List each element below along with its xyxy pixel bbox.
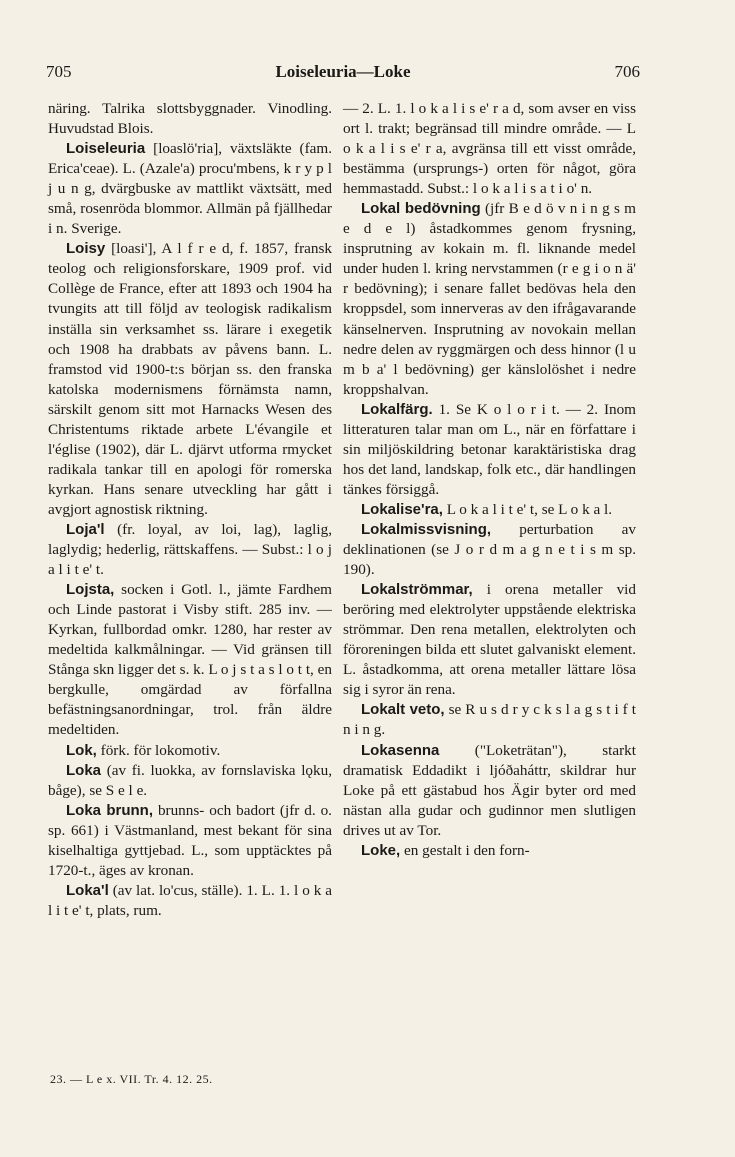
- entry: [48, 761, 332, 801]
- entry-text: 1. Se K o l o r i t. — 2. Inom litteraturen talar man om L., när en författare i sin miljöskildring betonar karaktäristiska drag hos det land, landskap, folk etc., där handlingen tänkes försiggå.: [343, 400, 636, 498]
- entry-headword: Lok,: [66, 741, 97, 759]
- page-number-left: 705: [46, 62, 72, 81]
- entry-headword: Lokasenna: [361, 741, 440, 759]
- entry-headword: Lokalise'ra,: [361, 500, 443, 518]
- entry-headword: Loka: [66, 761, 102, 779]
- entry-text: brunns- och badort (jfr d. o. sp. 661) i Västmanland, mest bekant för sina kiselhaltiga gyttjebad. L., som upptäcktes på 1720-t., äges av kronan.: [48, 801, 332, 879]
- entry-headword: Loiseleuria: [66, 140, 146, 158]
- entry: [343, 520, 636, 580]
- entry-text: L o k a l i t e' t, se L o k a l.: [446, 500, 613, 518]
- entry-text: perturbation av deklinationen (se J o r d m a g n e t i s m sp. 190).: [343, 520, 637, 579]
- entry-text: förk. för lokomotiv.: [100, 741, 221, 759]
- entry: [48, 881, 332, 921]
- entry-headword: Lokalt veto,: [361, 701, 445, 719]
- entry-headword: Lokalmissvisning,: [361, 520, 492, 538]
- page-header: [46, 62, 640, 90]
- entry: [48, 741, 332, 761]
- entry: [343, 841, 636, 861]
- entry-headword: Loke,: [361, 841, 401, 859]
- entry-headword: Loka brunn,: [66, 801, 153, 819]
- entry-headword: Loka'l: [66, 881, 109, 899]
- entry-headword: Lojsta,: [66, 581, 115, 599]
- entry: [343, 700, 636, 740]
- entry: [343, 400, 636, 500]
- entry-text: (fr. loyal, av loi, lag), laglig, laglydig; hederlig, rättskaffens. — Subst.: l o j a l i t e' t.: [48, 520, 332, 579]
- entry-text: se R u s d r y c k s l a g s t i f t n i n g.: [343, 701, 636, 739]
- entry: [48, 99, 332, 139]
- entry-text: (av lat. lo'cus, ställe). 1. L. 1. l o k a l i t e' t, plats, rum.: [48, 881, 333, 919]
- page-number-right: 706: [614, 62, 640, 81]
- left-column: [48, 99, 332, 921]
- entry: [343, 99, 636, 199]
- entry-text: näring. Talrika slottsbyggnader. Vinodling. Huvudstad Blois.: [48, 100, 332, 138]
- entry-text: ("Loketrätan"), starkt dramatisk Eddadikt i ljóðaháttr, skildrar hur Loke på ett gästabud hos Ägir byter ord med nästan alla gudar och gudinnor men slutligen drives ut av Tor.: [343, 741, 636, 839]
- entry: [48, 139, 332, 239]
- entry-text: [loaslö'ria], växtsläkte (fam. Erica'ceae). L. (Azale'a) procu'mbens, k r y p l j u n g, dvärgbuske av mattlikt växtsätt, med små, rosenröda blommor. Allmän på fjällhedar i n. Sverige.: [48, 140, 332, 238]
- print-footer: 23. — L e x. VII. Tr. 4. 12. 25.: [50, 1072, 213, 1086]
- entry: [48, 580, 332, 740]
- right-column: [343, 99, 636, 861]
- entry: [343, 199, 636, 399]
- entry-text: [loasi'], A l f r e d, f. 1857, fransk teolog och religionsforskare, 1909 prof. vid Collège de France, efter att 1893 och 1904 ha tvungits att till följd av teologisk radikalism inställa sin verksamhet ss. lärare i exegetik och 1908 ha drabbats av påvens bann. L. framstod vid 1900-t:s början ss. den franska katolska modernismens förnämsta namn, särskilt genom sitt mot Harnacks Wesen des Christentums riktade arbete L'évangile et l'église (1902), där L. djärvt utforma rmycket radikala tankar till en apologi för romerska kyrkan. Hans senare utveckling har gått i avgjort agnostisk riktning.: [48, 240, 332, 518]
- page-title: Loiseleuria—Loke: [275, 62, 411, 81]
- entry-headword: Lokal bedövning: [361, 200, 481, 218]
- entry-headword: Loja'l: [66, 520, 105, 538]
- entry: [48, 520, 332, 580]
- entry-text: en gestalt i den forn-: [403, 841, 530, 859]
- entry-text: socken i Gotl. l., jämte Fardhem och Linde pastorat i Visby stift. 285 inv. — Kyrkan, fullbordad omkr. 1280, har rester av medeltida kalkmålningar. — Vid gränsen till Stånga skn ligger det s. k. L o j s t a s l o t t, en bergkulle, omgärdad av förfallna befästningsanordningar, trol. från äldre medeltiden.: [48, 581, 332, 739]
- entry-text: (jfr B e d ö v n i n g s m e d e l) åstadkommes genom frysning, insprutning av kokain m. fl. liknande medel under huden l. kring nervstammen (r e g i o n ä' r bedövning); i senare fallet bedövas hela den kroppsdel, som innerveras av den ifrågavarande känselnerven. Insprutning av novokain mellan nedre delen av ryggmärgen och dess hinnor (l u m b a' l bedövning) ger känslolöshet i nedre kroppshalvan.: [343, 200, 636, 398]
- entry-text: (av fi. luokka, av fornslaviska lǫku, båge), se S e l e.: [48, 761, 332, 799]
- entry: [343, 500, 636, 520]
- entry-headword: Lokalströmmar,: [361, 581, 473, 599]
- entry-headword: Lokalfärg.: [361, 400, 433, 418]
- entry: [343, 741, 636, 841]
- entry-headword: Loisy: [66, 240, 106, 258]
- entry-text: i orena metaller vid beröring med elektrolyter uppstående elektriska strömmar. Den rena metallen, elektrolyten och föroreningen bilda ett slutet galvaniskt element. L. åstadkomma, att orena metaller lättare lösa sig i syror än rena.: [343, 581, 637, 699]
- entry-text: — 2. L. 1. l o k a l i s e' r a d, som avser en viss ort l. trakt; begränsad till mindre område. — L o k a l i s e' r a, avgränsa till ett visst område, bestämma (ursprungs-) orten för något, göra hemmastadd. Subst.: l o k a l i s a t i o' n.: [343, 100, 636, 198]
- entry: [48, 239, 332, 520]
- entry: [48, 801, 332, 881]
- entry: [343, 580, 636, 700]
